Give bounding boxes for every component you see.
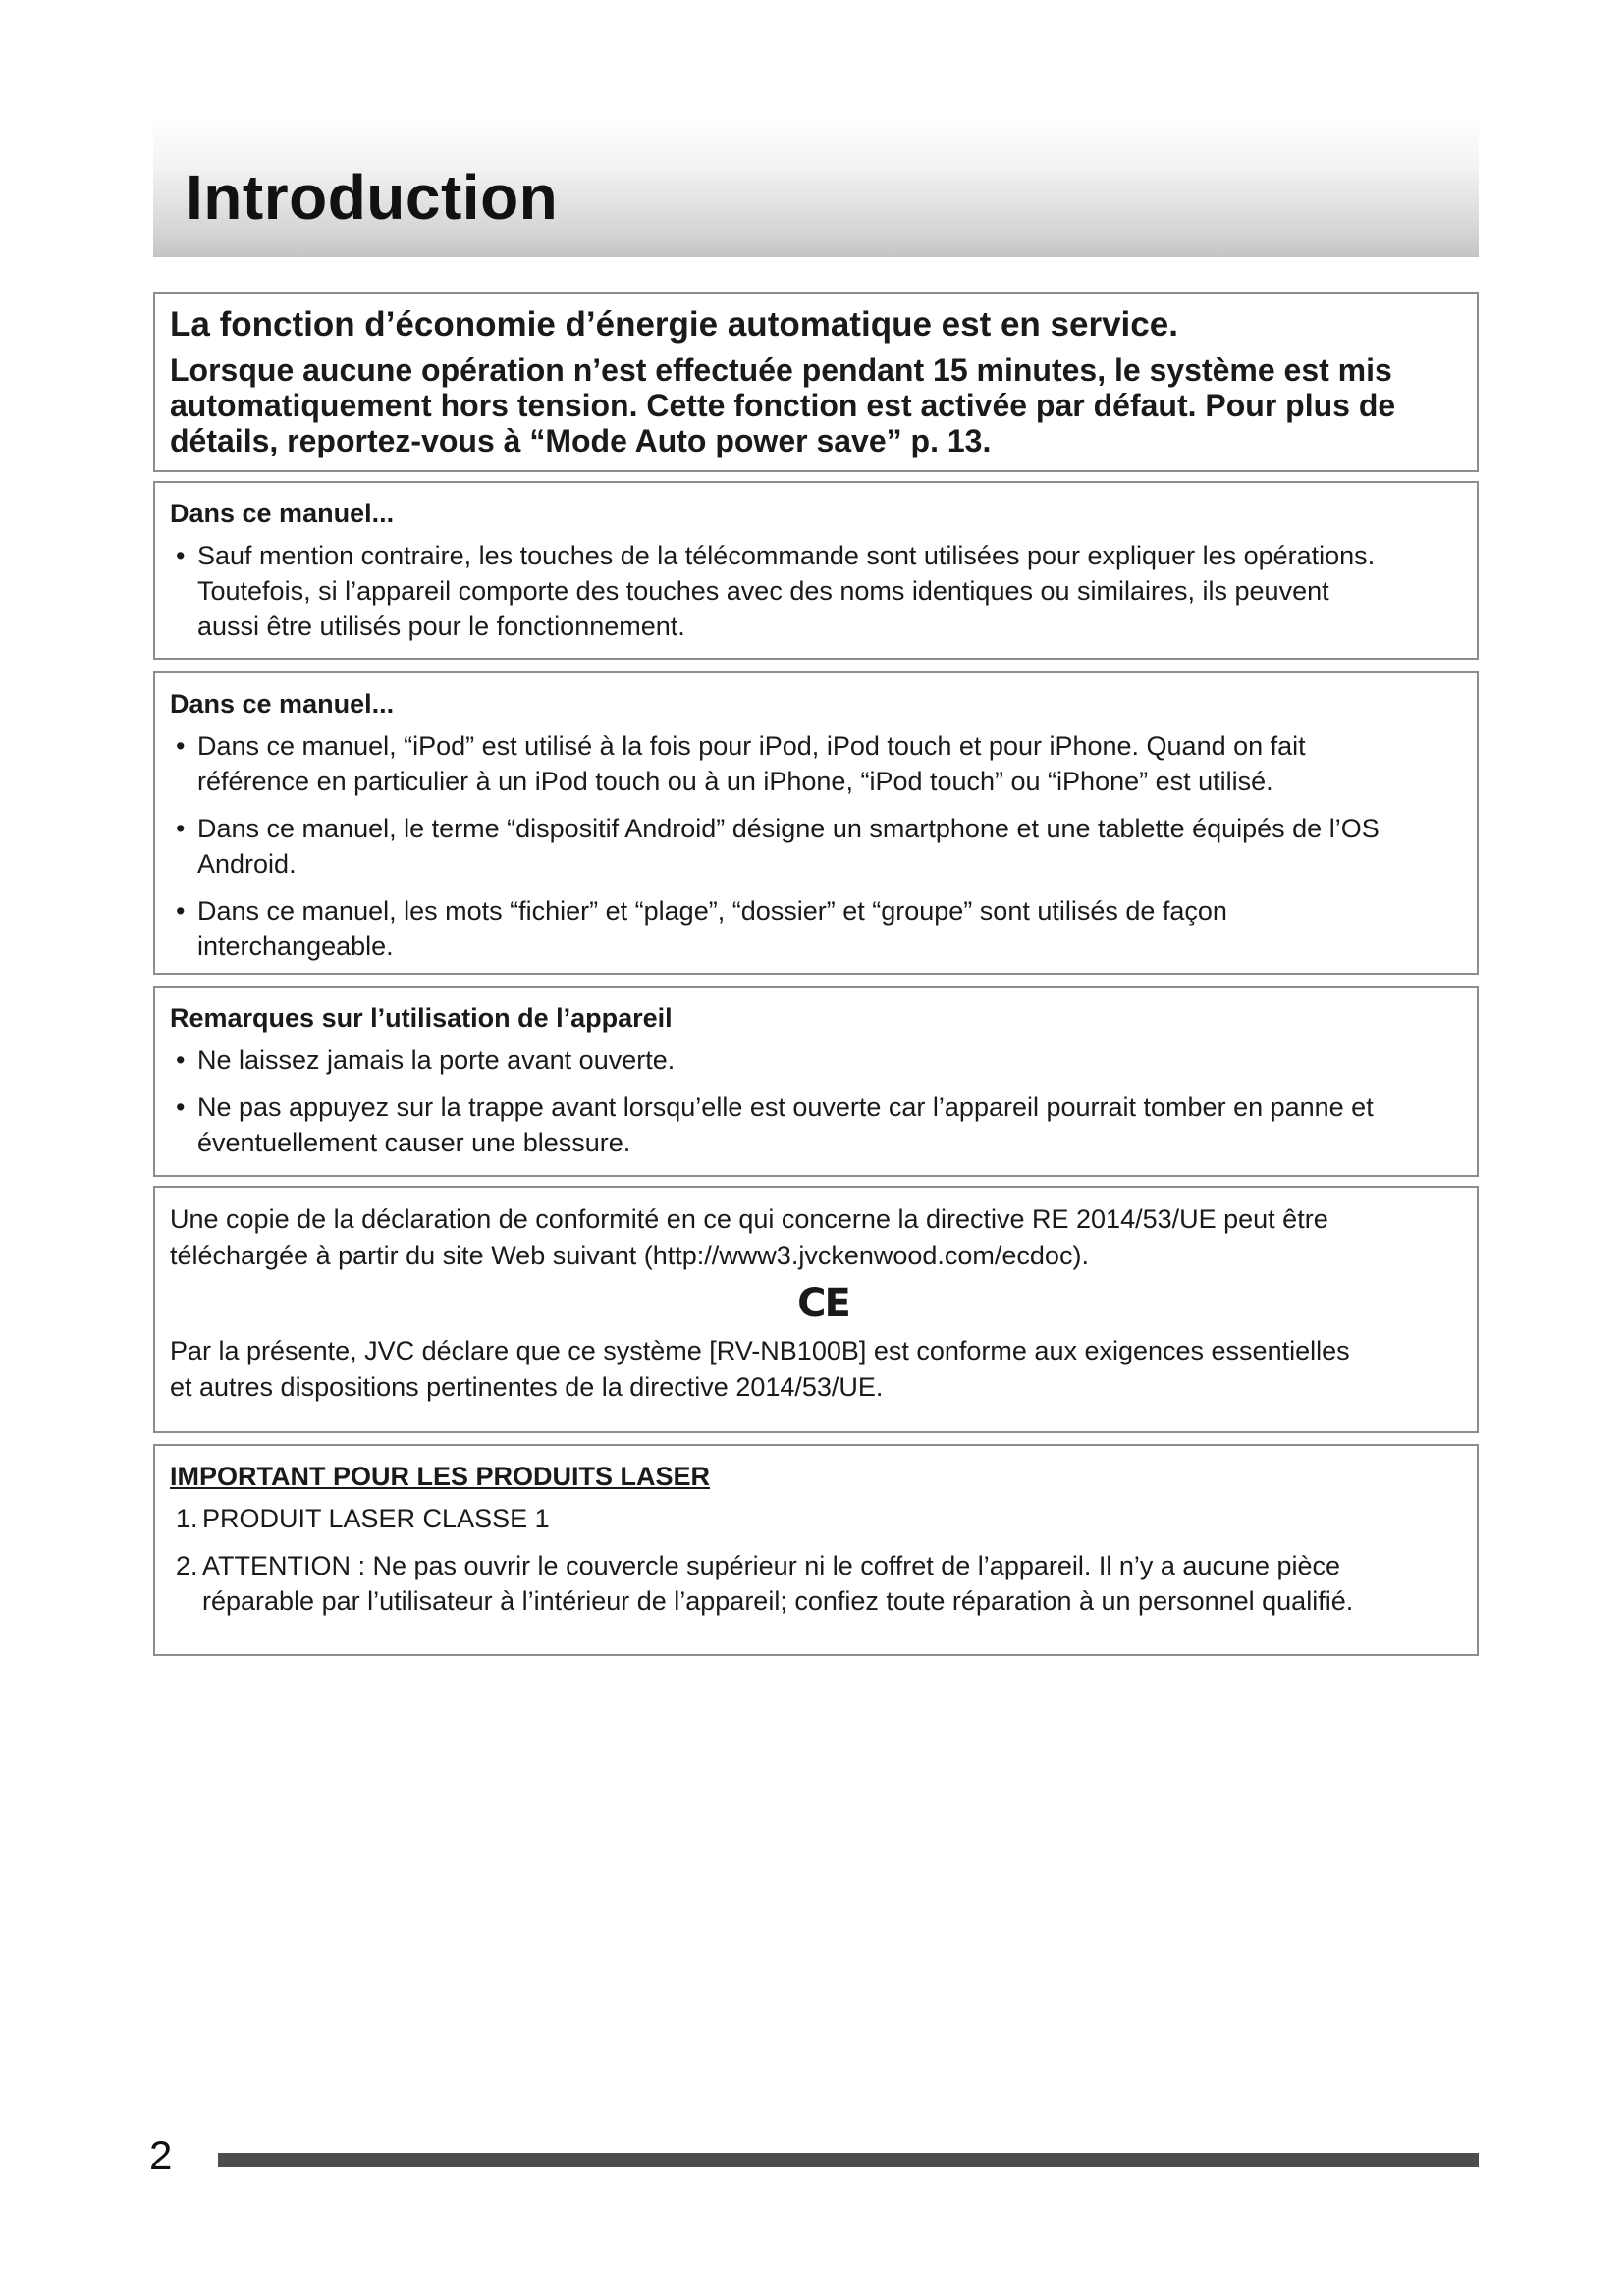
list-number: 1. bbox=[176, 1504, 198, 1533]
conformity-box bbox=[153, 1186, 1479, 1433]
conformity-line: téléchargée à partir du site Web suivant (http://www3.jvckenwood.com/ecdoc). bbox=[170, 1241, 1089, 1270]
usage-remarks-list bbox=[170, 1042, 1477, 1160]
bullet-icon: • bbox=[176, 541, 186, 570]
power-save-notice bbox=[153, 292, 1479, 472]
list-item bbox=[170, 538, 1477, 644]
list-item-line: Sauf mention contraire, les touches de la télécommande sont utilisées pour expliquer les opérations. bbox=[197, 541, 1376, 570]
list-item bbox=[170, 728, 1477, 799]
manual-note-box-2 bbox=[153, 671, 1479, 975]
power-save-line: automatiquement hors tension. Cette fonction est activée par défaut. Pour plus de bbox=[170, 388, 1396, 423]
list-item-line: Ne pas appuyez sur la trappe avant lorsqu’elle est ouverte car l’appareil pourrait tomber en panne et bbox=[197, 1093, 1374, 1122]
conformity-line: et autres dispositions pertinentes de la directive 2014/53/UE. bbox=[170, 1372, 884, 1402]
list-item-line: ATTENTION : Ne pas ouvrir le couvercle supérieur ni le coffret de l’appareil. Il n’y a aucune pièce bbox=[202, 1551, 1341, 1580]
list-item-line: Toutefois, si l’appareil comporte des touches avec des noms identiques ou similaires, ils peuvent bbox=[197, 576, 1329, 606]
list-item bbox=[170, 1042, 1477, 1078]
usage-remarks-title: Remarques sur l’utilisation de l’appareil bbox=[170, 1003, 673, 1033]
list-item-line: Android. bbox=[197, 849, 297, 879]
manual-note-title: Dans ce manuel... bbox=[170, 689, 395, 719]
conformity-line: Par la présente, JVC déclare que ce système [RV-NB100B] est conforme aux exigences essentielles bbox=[170, 1336, 1350, 1365]
list-item-line: Ne laissez jamais la porte avant ouverte. bbox=[197, 1045, 676, 1075]
ce-mark-icon: CE bbox=[797, 1281, 849, 1326]
list-item bbox=[170, 811, 1477, 881]
manual-note-list bbox=[170, 538, 1477, 644]
list-item-line: éventuellement causer une blessure. bbox=[197, 1128, 631, 1157]
bullet-icon: • bbox=[176, 1093, 186, 1122]
page-title: Introduction bbox=[186, 162, 559, 233]
laser-warning-box bbox=[153, 1444, 1479, 1656]
list-item-line: Dans ce manuel, le terme “dispositif Android” désigne un smartphone et une tablette équipés de l’OS bbox=[197, 814, 1380, 843]
list-item-line: réparable par l’utilisateur à l’intérieur de l’appareil; confiez toute réparation à un personnel qualifié. bbox=[202, 1586, 1354, 1616]
list-item-line: aussi être utilisés pour le fonctionnement. bbox=[197, 612, 685, 641]
list-item bbox=[170, 1548, 1477, 1619]
usage-remarks-box bbox=[153, 986, 1479, 1177]
page-number: 2 bbox=[149, 2132, 173, 2178]
header-band bbox=[153, 118, 1479, 257]
power-save-title: La fonction d’économie d’énergie automatique est en service. bbox=[170, 305, 1178, 344]
manual-note-box-1 bbox=[153, 481, 1479, 660]
list-item-line: référence en particulier à un iPod touch ou à un iPhone, “iPod touch” ou “iPhone” est utilisé. bbox=[197, 767, 1273, 796]
power-save-line: Lorsque aucune opération n’est effectuée pendant 15 minutes, le système est mis bbox=[170, 352, 1392, 388]
list-item bbox=[170, 893, 1477, 964]
power-save-line: détails, reportez-vous à “Mode Auto power save” p. 13. bbox=[170, 423, 992, 458]
manual-note-title: Dans ce manuel... bbox=[170, 499, 395, 528]
footer-rule bbox=[218, 2153, 1479, 2167]
laser-warning-title: IMPORTANT POUR LES PRODUITS LASER bbox=[170, 1462, 711, 1491]
list-item-line: Dans ce manuel, les mots “fichier” et “plage”, “dossier” et “groupe” sont utilisés de façon bbox=[197, 896, 1227, 926]
list-item-line: Dans ce manuel, “iPod” est utilisé à la fois pour iPod, iPod touch et pour iPhone. Quand on fait bbox=[197, 731, 1306, 761]
list-number: 2. bbox=[176, 1551, 198, 1580]
list-item-line: interchangeable. bbox=[197, 932, 394, 961]
conformity-line: Une copie de la déclaration de conformité en ce qui concerne la directive RE 2014/53/UE peut être bbox=[170, 1204, 1328, 1234]
list-item-line: PRODUIT LASER CLASSE 1 bbox=[202, 1504, 550, 1533]
list-item bbox=[170, 1501, 1477, 1536]
bullet-icon: • bbox=[176, 896, 186, 926]
laser-warning-list bbox=[170, 1501, 1477, 1619]
bullet-icon: • bbox=[176, 1045, 186, 1075]
manual-note-list bbox=[170, 728, 1477, 964]
bullet-icon: • bbox=[176, 731, 186, 761]
bullet-icon: • bbox=[176, 814, 186, 843]
list-item bbox=[170, 1090, 1477, 1160]
